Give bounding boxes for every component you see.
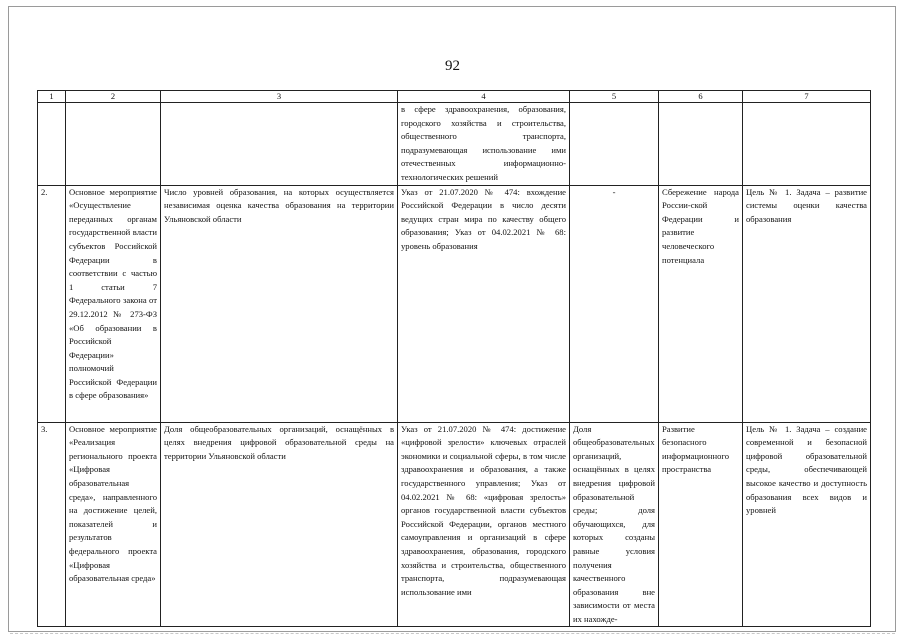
column-header: 3 [161,91,398,103]
document-table [37,90,871,627]
task-cell: Цель № 1. Задача – создание современной и безопасной цифровой образовательной среды, обеспечивающей высокое качество и доступность образования всех видов и уровней [743,422,871,627]
goal-cell: Сбережение народа России-ской Федерации и развитие человеческого потенциала [659,185,743,422]
table-row [38,185,871,422]
bottom-divider [10,633,895,634]
program-cell: - [570,185,659,422]
program-cell [570,103,659,186]
column-header: 4 [398,91,570,103]
basis-cell: Указ от 21.07.2020 № 474: вхождение Российской Федерации в число десяти ведущих стран мира по качеству общего образования; Указ от 04.02.2021 № 68: уровень образования [398,185,570,422]
column-header: 6 [659,91,743,103]
task-cell: Цель № 1. Задача – развитие системы оценки качества образования [743,185,871,422]
row-number: 3. [38,422,66,627]
table-row [38,422,871,627]
basis-cell: в сфере здравоохранения, образования, городского хозяйства и строительства, общественного транспорта, подразумевающая использование ими отечественных информационно-технологических решений [398,103,570,186]
indicator-cell: Доля общеобразовательных организаций, оснащённых в целях внедрения цифровой образовательной среды на территории Ульяновской области [161,422,398,627]
basis-cell: Указ от 21.07.2020 № 474: достижение «цифровой зрелости» ключевых отраслей экономики и социальной сферы, в том числе здравоохранения и образования, а также государственного управления; Указ от 04.02.2021 № 68: «цифровая зрелость» органов государственной власти субъектов Российской Федерации, органов местного самоуправления и организаций в сфере здравоохранения, образования, городского хозяйства и строительства, общественного транспорта, подразумевающая использование ими [398,422,570,627]
indicator-cell: Число уровней образования, на которых осуществляется независимая оценка качества образования на территории Ульяновской области [161,185,398,422]
table-header-row [38,91,871,103]
page-number: 92 [445,58,460,74]
activity-cell [66,103,161,186]
row-number: 2. [38,185,66,422]
goal-cell [659,103,743,186]
column-header: 7 [743,91,871,103]
activity-cell: Основное мероприятие «Осуществление переданных органам государственной власти субъектов Российской Федерации в соответствии с частью 1 статьи 7 Федерального закона от 29.12.2012 № 273-ФЗ «Об образовании в Российской Федерации» полномочий Российской Федерации в сфере образования» [66,185,161,422]
program-cell: Доля общеобразовательных организаций, оснащённых в целях внедрения цифровой образовательной среды; доля обучающихся, для которых созданы равные условия получения качественного образования вне зависимости от места их нахожде- [570,422,659,627]
row-number [38,103,66,186]
activity-cell: Основное мероприятие «Реализация регионального проекта «Цифровая образовательная среда», направленного на достижение целей, показателей и результатов федерального проекта «Цифровая образовательная среда» [66,422,161,627]
indicator-cell [161,103,398,186]
task-cell [743,103,871,186]
table-row [38,103,871,186]
goal-cell: Развитие безопасного информационного пространства [659,422,743,627]
column-header: 1 [38,91,66,103]
column-header: 2 [66,91,161,103]
column-header: 5 [570,91,659,103]
